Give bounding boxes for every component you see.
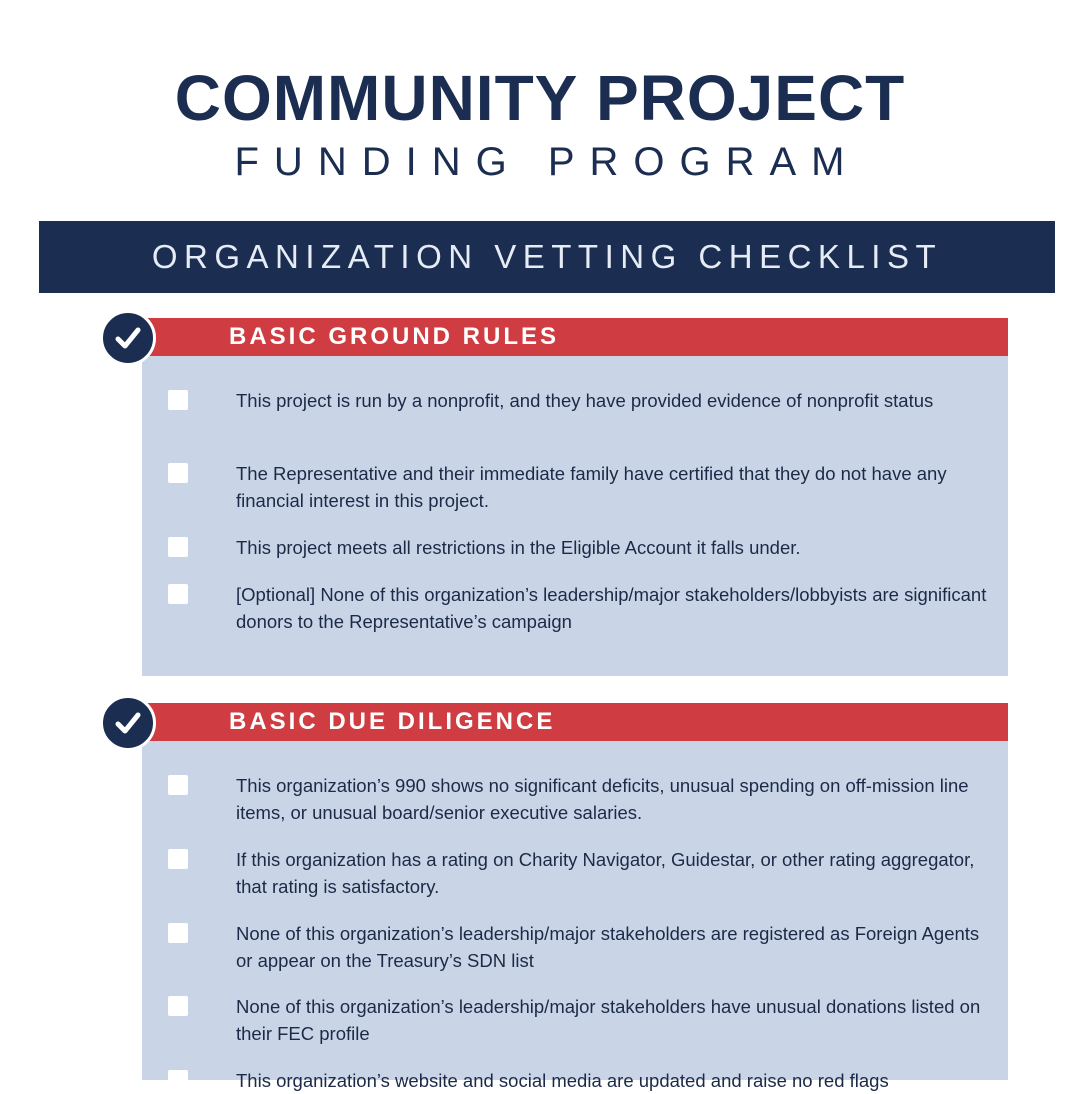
- checkbox[interactable]: [168, 849, 188, 869]
- item-text: This organization’s website and social media are updated and raise no red flags: [236, 1070, 889, 1091]
- banner-title: ORGANIZATION VETTING CHECKLIST: [151, 238, 943, 275]
- checkbox[interactable]: [168, 996, 188, 1016]
- checkbox[interactable]: [168, 463, 188, 483]
- checkbox[interactable]: [168, 537, 188, 557]
- checkbox[interactable]: [168, 775, 188, 795]
- item-text: The Representative and their immediate family have certified that they do not have any financial interest in this project.: [236, 463, 947, 511]
- section-title: BASIC DUE DILIGENCE: [229, 708, 556, 735]
- checkbox[interactable]: [168, 390, 188, 410]
- checkbox[interactable]: [168, 584, 188, 604]
- item-text: [Optional] None of this organization’s leadership/major stakeholders/lobbyists are significant donors to the Representative’s campaign: [236, 584, 987, 632]
- item-text: This project is run by a nonprofit, and they have provided evidence of nonprofit status: [236, 390, 934, 411]
- item-text: If this organization has a rating on Charity Navigator, Guidestar, or other rating aggregator, that rating is satisfactory.: [236, 849, 975, 897]
- checkmark-icon: [100, 695, 156, 751]
- item-text: None of this organization’s leadership/major stakeholders have unusual donations listed on their FEC profile: [236, 996, 981, 1044]
- page-subtitle: FUNDING PROGRAM: [234, 140, 860, 184]
- page-title: COMMUNITY PROJECT: [174, 62, 906, 134]
- item-text: This project meets all restrictions in the Eligible Account it falls under.: [236, 537, 801, 558]
- checkmark-icon: [100, 310, 156, 366]
- checklist-banner: [39, 221, 1055, 293]
- item-text: None of this organization’s leadership/major stakeholders are registered as Foreign Agents or appear on the Treasury’s SDN list: [236, 923, 980, 971]
- section-title: BASIC GROUND RULES: [229, 323, 560, 350]
- section-header-bar: [145, 318, 1008, 356]
- item-text: This organization’s 990 shows no significant deficits, unusual spending on off-mission line items, or unusual board/senior executive salaries.: [236, 775, 969, 823]
- checkbox[interactable]: [168, 1070, 188, 1090]
- checkbox[interactable]: [168, 923, 188, 943]
- section-header-bar: [145, 703, 1008, 741]
